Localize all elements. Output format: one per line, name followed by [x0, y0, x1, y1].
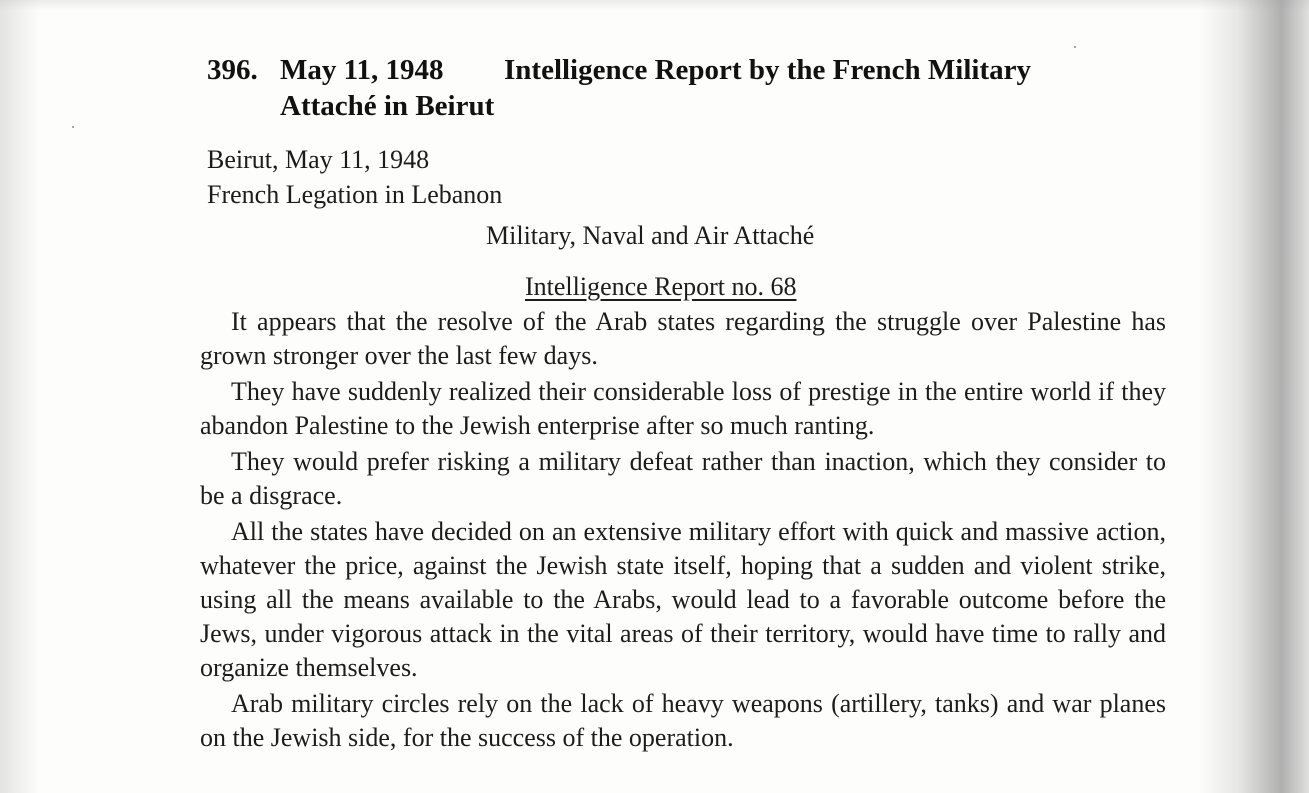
scan-speck [1074, 46, 1076, 48]
right-scan-shadow [1199, 0, 1309, 793]
dateline-office: Military, Naval and Air Attaché [486, 221, 815, 250]
dateline-legation: French Legation in Lebanon [207, 180, 503, 209]
report-title: Intelligence Report no. 68 [525, 272, 797, 301]
paragraph: They have suddenly realized their considerable loss of prestige in the entire world if they abandon Palestine to the Jewish enterprise after so much ranting. [200, 377, 1166, 440]
document-title-line2: Attaché in Beirut [280, 90, 495, 122]
paragraph: Arab military circles rely on the lack of heavy weapons (artillery, tanks) and war planes on the Jewish side, for the success of the operation. [200, 689, 1166, 752]
dateline-place-date: Beirut, May 11, 1948 [207, 145, 430, 174]
document-date: May 11, 1948 [280, 54, 444, 86]
paragraph: All the states have decided on an extensive military effort with quick and massive action, whatever the price, against the Jewish state itself, hoping that a sudden and violent strike, using all the means available to the Arabs, would lead to a favorable outcome before the Jews, under vigorous attack in the vital areas of their territory, would have time to rally and organize themselves. [200, 517, 1166, 682]
left-scan-shadow [0, 0, 40, 793]
top-scan-edge [0, 0, 1309, 10]
document-title-line1: Intelligence Report by the French Military [504, 54, 1031, 86]
document-number: 396. [207, 54, 258, 86]
scan-speck [72, 126, 74, 128]
paragraph: It appears that the resolve of the Arab states regarding the struggle over Palestine has grown stronger over the last few days. [200, 307, 1166, 370]
paragraph: They would prefer risking a military defeat rather than inaction, which they consider to be a disgrace. [200, 447, 1166, 510]
document-header [207, 52, 1107, 124]
report-body [200, 305, 1166, 755]
